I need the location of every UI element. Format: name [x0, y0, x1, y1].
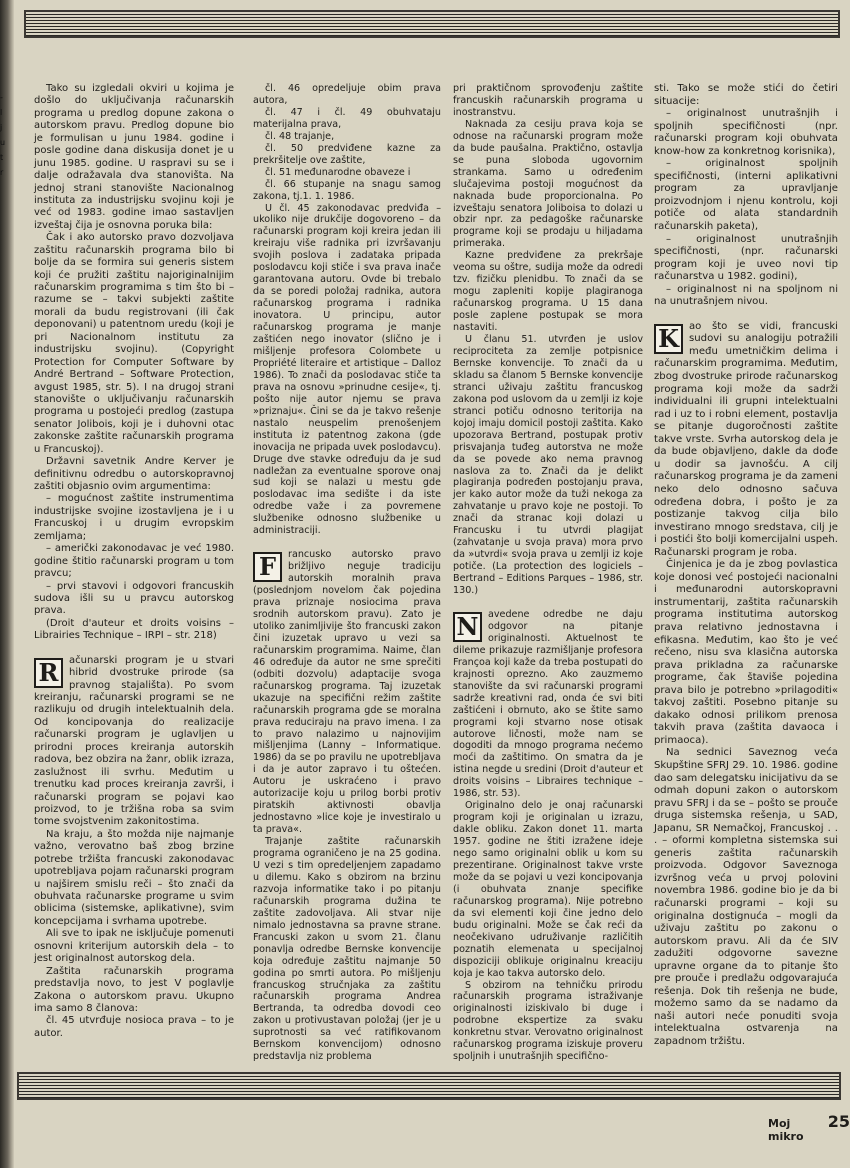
paragraph: Kazne predviđene za prekršaje veoma su oštre, sudija može da odredi tzv. fizičku plenidbu. To znači da se mogu zapleniti kopije plagiranoga računarskog programa. U 15 dana posle zaplene postupak se mora nastaviti. [453, 250, 643, 334]
paragraph [654, 321, 838, 559]
paragraph: Državni savetnik Andre Kerver je definitivnu odredbu o autorskopravnoj zaštiti objasnio ovim argumentima: [34, 456, 234, 492]
paragraph: čl. 51 međunarodne obaveze i [265, 166, 411, 178]
paragraph: Činjenica je da je zbog povlastica koje donosi već postojeći nacionalni i međunarodni autorskopravni instrumentarij, zaštita računarskih programa institutima autorskog prava relativno jednostavna i efikasna. Međutim, kao što je već rečeno, nisu sva klasična autorska prava prikladna za računarske programe, čak štaviše pojedina prava bilo je potrebno »prilagoditi« takvoj zaštiti. Posebno pitanje su dakako odnosi prilikom prenosa takvih prava (zaštita davaoca i primaoca). [654, 559, 838, 746]
paragraph: Na kraju, a što možda nije najmanje važno, verovatno baš zbog brzine potrebe tržišta francuski zakonodavac upotrebljava pojam računarski program u najširem smislu reči – što znači da obuhvata računarske programe u svim oblicima (sistemske, aplikativne), svim koncepcijama i svrhama upotrebe. [34, 828, 234, 927]
margin-marks [0, 90, 12, 180]
paragraph: čl. 50 predviđene kazne za prekršitelje ove zaštite, [253, 142, 441, 166]
paragraph [34, 655, 234, 829]
paragraph: U čl. 45 zakonodavac predviđa – ukoliko nije drukčije dogovoreno – da računarski program koji kreira jedan ili kreiraju više radnika pri izvršavanju svojih poslova i zadataka pripada poslodavcu koji stiče i sva prava inače garantovana autoru. Ovde bi trebalo da se poredi položaj radnika, autora računarskog programa i radnika inovatora. U principu, autor računarskog programa je manje zaštićen nego inovator (slično je i mišljenje profesora Colombete u Propriété literaire et artistique – Dalloz 1986). To znači da poslodavac stiče ta prava na osnovu »prinudne cesije«, tj. pošto nije autor njemu se prava »priznaju«. Čini se da je takvo rešenje nastalo neuspelim prenošenjem instituta iz patentnog zakona (gde inovacija ne pripada uvek poslodavcu). Druge dve stavke određuju da je sud nadležan za eventualne sporove onaj sud koji se nalazi u mestu gde poslodavac ima sedište i da iste odredbe važe i za povremene službenike odnosno službenike u administraciji. [253, 202, 441, 537]
margin-mark: - [0, 93, 3, 102]
article-column-2 [253, 83, 441, 1063]
paragraph: – prvi stavovi i odgovori francuskih sudova išli su u pravcu autorskog prava. [34, 580, 234, 617]
article-column-3 [453, 83, 643, 1063]
paragraph: Ali sve to ipak ne isključuje pomenuti osnovni kriterijum autorskih dela – to jest originalnost autorskog dela. [34, 928, 234, 965]
paragraph: – originalnost ni na spoljnom ni na unutrašnjem nivou. [654, 283, 838, 308]
drop-cap-n: N [453, 612, 482, 642]
paragraph: Naknada za cesiju prava koja se odnose na računarski program može da bude paušalna. Praktično, ostavlja se puna sloboda ugovornim strankama. Samo u određenim slučajevima postoji mogućnost da naknada bude proporcionalna. Po izveštaju senatora Joliboisa to dolazi u obzir npr. za pedagoške računarske programe koji se prodaju u hiljadama primeraka. [453, 118, 643, 250]
paragraph: Tako su izgledali okviri u kojima je došlo do uključivanja računarskih programa u predlog dopune zakona o autorskom pravu. Predlog dopune bio je formulisan u junu 1984. godine i posle godine dana diskusija donet je u junu 1985. godine. U raspravi su se i dalje odražavala dva stanovišta. Na jednoj strani stanovište Nacionalnog instituta za industrijsku svojinu koji je već od 1983. godine imao sastavljen izveštaj čija je osnovna poruka bila: [34, 83, 234, 231]
paragraph-text: ao što se vidi, francuski sudovi su analogiju potražili među umetničkim delima i računarskim programima. Međutim, zbog dvostruke prirode računarskog programa koji može da sadrži individualni ili grupni intelektualni rad i uz to i robni element, postavlja se pitanje dugoročnosti zaštite takve vrste. Svrha autorskog dela je da bude objavljeno, dakle da dođe u dodir sa javnošću. A cilj računarskog programa je da zameni neko delo odnosno sačuva određena dobra, i pošto je za postizanje takvog cilja bilo investirano mnogo sredstava, cilj je i postići što bolji komercijalni uspeh. Računarski program je roba. [654, 320, 838, 558]
paragraph: čl. 66 stupanje na snagu samog zakona, tj.1. 1. 1986. [253, 178, 441, 202]
top-decorative-band [24, 10, 840, 38]
paragraph: Trajanje zaštite računarskih programa ograničeno je na 25 godina. U vezi s tim opredeljenjem zapadamo u dilemu. Kako s obzirom na brzinu razvoja informatike tako i po pitanju računarskih programa dužina te zaštite zadovoljava. Ali stvar nije nimalo jednostavna sa pravne strane. Francuski zakon u svom 21. članu ponavlja odredbe Bernske konvencije koja određuje zaštitu najmanje 50 godina po smrti autora. Po mišljenju francuskog stručnjaka za zaštitu računarskih programa Andrea Bertranda, ta odredba dovodi ceo zakon u protivustavan položaj (jer je u suprotnosti sa već ratifikovanom Bernskom konvencijom) odnosno predstavlja niz problema [253, 836, 441, 1063]
paragraph [453, 609, 643, 800]
paragraph: U članu 51. utvrđen je uslov reciprociteta za zemlje potpisnice Bernske konvencije. To znači da u skladu sa članom 5 Bernske konvencije stranci uživaju zaštitu francuskog zakona pod uslovom da u zemlji iz koje stranci potiču odnosno teritorija na kojoj imaju domicil postoji zaštita. Kako upozorava Bertrand, postupak protiv prisvajanja tuđeg autorstva ne može da se povede ako nema pravnog naslova za to. Znači da je delikt plagiranja podređen postojanju prava, jer kako autor može da tuži nekoga za zahvatanje u pravo koje ne postoji. To znači da stranac koji dolazi u Francusku i tu utvrdi plagijat (zahvatanje u svoja prava) mora prvo da »utvrdi« svoja prava u zemlji iz koje potiče. (La protection des logiciels – Bertrand – Editions Parques – 1986, str. 130.) [453, 334, 643, 597]
paragraph: (Droit d'auteur et droits voisins – Librairies Technique – IRPI – str. 218) [34, 617, 234, 642]
paragraph: Originalno delo je onaj računarski program koji je originalan u izrazu, dakle obliku. Zakon donet 11. marta 1957. godine ne štiti izražene ideje nego samo originalni oblik u kom su prezentirane. Originalnost takve vrste može da se pojavi u vezi koncipovanja (i obuhvata znanje specifike računarskog programa). Nije potrebno da svi elementi koji čine jedno delo budu originalni. Može se čak reći da neočekivano udruživanje različitih poznatih elemenata u specijalnoj dispoziciji oblikuje originalnu kreaciju koja je kao takva autorsko delo. [453, 800, 643, 979]
magazine-name: Moj mikro [768, 1117, 804, 1143]
paragraph: – originalnost unutrašnjih specifičnosti, (npr. računarski program koji je uveo novi tip računarstva u 1982. godini), [654, 233, 838, 283]
drop-cap-f: F [253, 552, 282, 582]
margin-mark: l [0, 108, 3, 117]
paragraph-text: avedene odredbe ne daju odgovor na pitanje originalnosti. Aktuelnost te dileme prikazuje razmišljanje profesora Françoa koji kaže da treba postupati do krajnosti oprezno. Ako zauzmemo stanovište da svi računarski programi sadrže kreativni rad, onda će svi biti zaštićeni i obrnuto, ako se štite samo programi koji stvarno nose otisak autorove ličnosti, može nam se dogoditi da mnogo programa nećemo moći da zaštitimo. On smatra da je istina negde u sredini (Droit d'auteur et droits voisins – Libraires technique – 1986, str. 53). [453, 608, 643, 800]
drop-cap-k: K [654, 324, 683, 354]
paragraph: čl. 46 opredeljuje obim prava autora, [253, 83, 441, 106]
paragraph: Čak i ako autorsko pravo dozvoljava zaštitu računarskih programa bilo bi bolje da se formira sui generis sistem koji će pružiti zaštitu najoriginalnijim računarskim programima s tim što bi – razume se – takvi subjekti zaštite morali da budu registrovani (ili čak deponovani) u patentnom uredu (koji je pri Nacionalnom institutu za industrijsku svojinu). (Copyright Protection for Computer Software by André Bertrand – Software Protection, avgust 1985, str. 5). I na drugoj strani stanovište o uključivanju računarskih programa u postojeći predlog (zastupa senator Jolibois, koji je i duhovni otac zakonske zaštite računarskih programa u Francuskoj). [34, 232, 234, 455]
paragraph [253, 549, 441, 836]
paragraph: Na sednici Saveznog veća Skupštine SFRJ 29. 10. 1986. godine dao sam delegatsku inicijativu da se odmah dopuni zakon o autorskom pravu SFRJ i da se – pošto se prouče druga sistemska rešenja, u SAD, Japanu, SR Nemačkoj, Francuskoj . . . – oformi kompletna sistemska sui generis zaštita računarskih proizvoda. Odgovor Saveznoga izvršnog veća u prvoj polovini novembra 1986. godine bio je da bi računarski programi – koji su originalna dostignuća – mogli da uživaju zaštitu po zakonu o autorskom pravu. Ali da će SIV zadužiti odgovorne savezne upravne organe da to pitanje što pre prouče i predlažu odgovarajuća rešenja. Dok tih rešenja ne bude, možemo samo da se nadamo da naši autori neće ponuditi svoja intelektualna ostvarenja na zapadnom tržištu. [654, 747, 839, 1048]
paragraph: pri praktičnom sprovođenju zaštite francuskih računarskih programa u inostranstvu. [453, 83, 643, 118]
paragraph: – originalnost spoljnih specifičnosti, (interni aplikativni program za upravljanje proizvodnjom i njenu kontrolu, koji potiče od alata standardnih računarskih paketa), [654, 158, 838, 233]
paragraph-text: ačunarski program je u stvari hibrid dvostruke prirode (sa pravnog stajališta). Po svom kreiranju, računarski programi se ne razlikuju od drugih intelektualnih dela. Od koncipovanja do realizacije računarski program je uglavljen u prirodni proces kreiranja autorskih radova, bez obzira na žanr, oblik izraza, zaslužnost ili svrhu. Međutim u trenutku kad proces kreiranja završi, i računarski program se pojavi kao proizvod, to je tržišna roba sa svim tome svojstvenim zakonitostima. [34, 654, 234, 828]
article-column-1 [34, 83, 234, 1040]
page-footer [768, 1112, 850, 1143]
paragraph: – mogućnost zaštite instrumentima industrijske svojine izostavljena je i u Francuskoj i u drugim evropskim zemljama; [34, 493, 234, 542]
margin-mark: u [0, 138, 6, 147]
bottom-decorative-band [17, 1072, 841, 1100]
page-number: 25 [827, 1112, 850, 1131]
paragraph: Zaštita računarskih programa predstavlja novo, to jest V poglavlje Zakona o autorskom pravu. Ukupno ima samo 8 članova: [34, 965, 234, 1014]
paragraph: – originalnost unutrašnjih i spoljnih specifičnosti (npr. računarski program koji obuhvata know-how za konkretnog korisnika), [654, 108, 838, 157]
paragraph: S obzirom na tehničku prirodu računarskih programa istraživanje originalnosti iziskivalo bi duge i podrobne ekspertize za svaku konkretnu stvar. Verovatno originalnost računarskog programa iziskuje proveru spoljnih i unutrašnjih specifično- [453, 979, 643, 1063]
article-column-4 [654, 83, 838, 1049]
paragraph-text: rancusko autorsko pravo brižljivo neguje tradiciju autorskih moralnih prava (poslednjom novelom čak pojedina prava priznaje nosiocima prava srodnih autorskom pravu). Zato je utoliko zanimljivije što francuski zakon čini izuzetak upravo u vezi sa računarskim programima. Naime, član 46 određuje da autor ne sme sprečiti (odbiti dozvolu) adaptacije svoga računarskog programa. Taj izuzetak ukazuje na specifični režim zaštite računarskih programa gde se moralna prava reduciraju na pravo imena. I za to pravo nalazimo u najnovijim mišljenjima (Lanny – Informatique. 1986) da se po pravilu ne upotrebljava i da je autor zapravo i tu oštećen. Autoru je uskraćeno i pravo autorizacije koju u prilog borbi protiv piratskih aktivnosti obavlja jednostavno »lice koje je investiralo u ta prava«. [253, 549, 441, 836]
margin-mark: j [0, 123, 3, 132]
paragraph: – američki zakonodavac je već 1980. godine štitio računarski program u tom pravcu; [34, 543, 234, 580]
drop-cap-r: R [34, 658, 63, 688]
margin-mark: t [0, 153, 4, 162]
margin-mark: r [0, 168, 4, 177]
paragraph: čl. 45 utvrđuje nosioca prava – to je autor. [34, 1015, 234, 1039]
paragraph: čl. 47 i čl. 49 obuhvataju materijalna prava, [253, 106, 441, 130]
paragraph: sti. Tako se može stići do četiri situacije: [654, 83, 838, 107]
paragraph: čl. 48 trajanje, [265, 130, 335, 142]
